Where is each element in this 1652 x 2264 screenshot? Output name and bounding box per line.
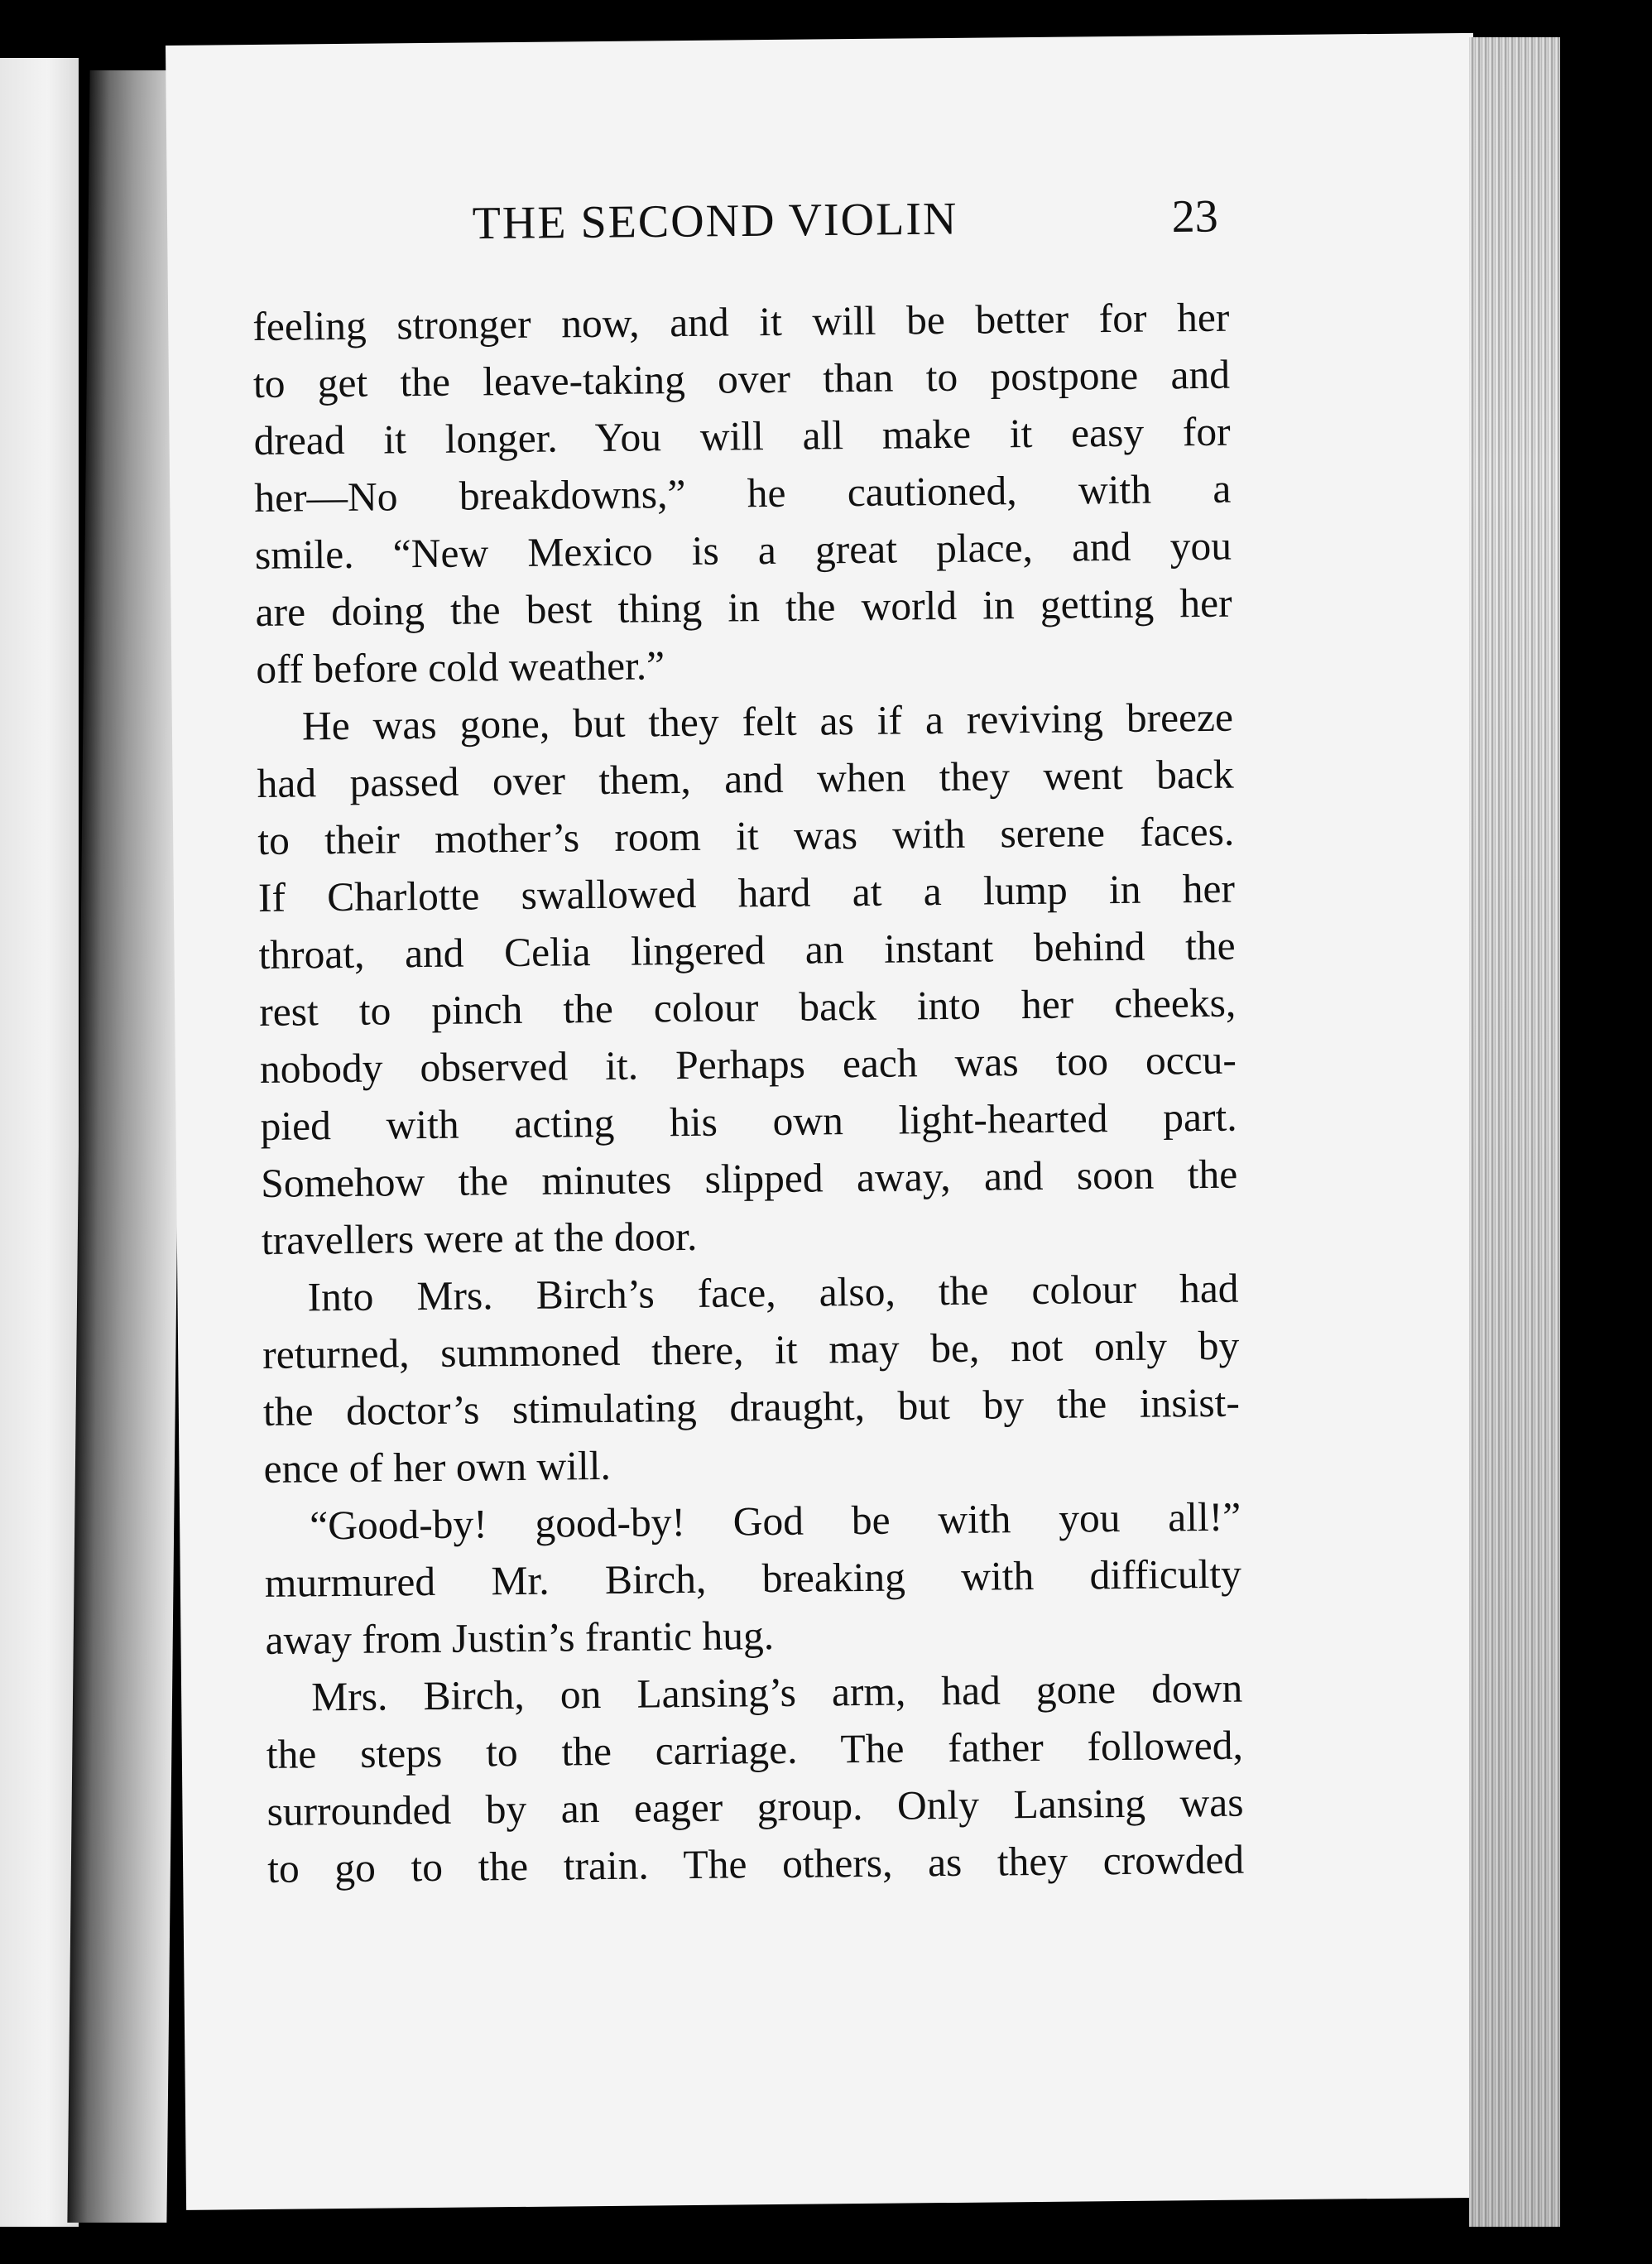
text-line: murmured Mr. Birch, breaking with difficulty — [264, 1550, 1242, 1606]
text-line: rest to pinch the colour back into her cheeks, — [259, 979, 1237, 1035]
scan-background — [1560, 0, 1652, 2264]
text-line: to go to the train. The others, as they crowded — [267, 1836, 1245, 1891]
text-line: nobody observed it. Perhaps each was too occu- — [259, 1036, 1237, 1092]
text-line: travellers were at the door. — [261, 1213, 698, 1263]
text-line: feeling stronger now, and it will be better for her — [252, 294, 1230, 349]
text-line: returned, summoned there, it may be, not only by — [262, 1322, 1240, 1377]
text-line: If Charlotte swallowed hard at a lump in her — [257, 865, 1236, 921]
page-number: 23 — [1171, 190, 1218, 243]
text-line: the steps to the carriage. The father followed, — [266, 1722, 1244, 1777]
text-line: “Good-by! good-by! God be with you all!” — [309, 1493, 1241, 1549]
text-line: away from Justin’s frantic hug. — [265, 1613, 775, 1663]
text-line: her—No breakdowns,” he cautioned, with a — [254, 465, 1232, 521]
running-head — [306, 156, 1242, 248]
text-line: to get the leave-taking over than to postpone and — [252, 351, 1231, 406]
text-line: Somehow the minutes slipped away, and soon the — [261, 1151, 1238, 1206]
text-line: off before cold weather.” — [256, 642, 665, 692]
text-line: pied with acting his own light-hearted part. — [260, 1094, 1237, 1149]
body-text — [252, 289, 1244, 1897]
page-stack-shading — [1469, 37, 1560, 2227]
text-line: He was gone, but they felt as if a reviving breeze — [301, 694, 1234, 749]
text-line: ence of her own will. — [263, 1442, 612, 1492]
text-line: surrounded by an eager group. Only Lansing was — [267, 1779, 1244, 1834]
running-title: THE SECOND VIOLIN — [472, 193, 958, 250]
text-line: are doing the best thing in the world in getting her — [255, 579, 1232, 635]
text-line: throat, and Celia lingered an instant behind the — [258, 922, 1236, 978]
text-line: to their mother’s room it was with serene faces. — [257, 808, 1235, 863]
text-line: dread it longer. You will all make it easy for — [253, 408, 1231, 464]
facing-page-edge — [0, 58, 79, 2227]
text-line: the doctor’s stimulating draught, but by the insist- — [262, 1379, 1241, 1435]
text-line: smile. “New Mexico is a great place, and you — [254, 522, 1232, 578]
text-line: had passed over them, and when they went back — [257, 751, 1234, 806]
text-line: Into Mrs. Birch’s face, also, the colour had — [307, 1265, 1239, 1320]
text-line: Mrs. Birch, on Lansing’s arm, had gone down — [310, 1665, 1243, 1720]
